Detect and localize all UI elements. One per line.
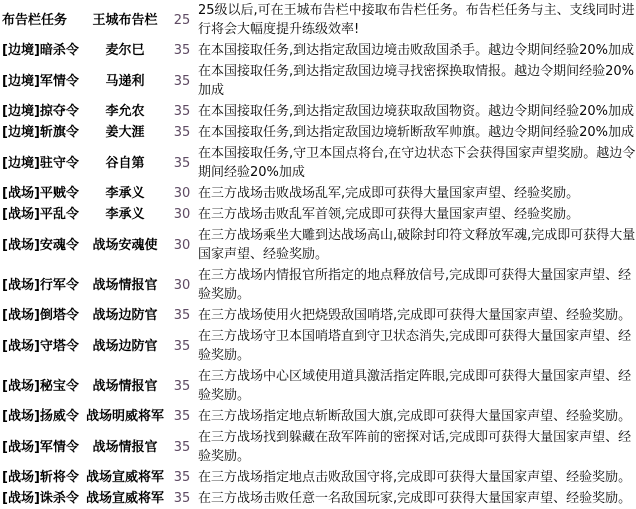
- table-row: [0, 40, 636, 61]
- quest-description-cell: 在三方战场击败乱军首领,完成即可获得大量国家声望、经验奖励。: [198, 207, 580, 222]
- quest-level-cell: 30: [173, 207, 191, 222]
- quest-name-cell: [战场]军情令: [2, 439, 79, 455]
- quest-description-cell: 在三方战场指定地点斩断敌国大旗,完成即可获得大量国家声望、经验奖励。: [198, 409, 632, 424]
- quest-level-cell: 35: [173, 338, 191, 354]
- quest-description-cell: 在三方战场找到躲藏在敌军阵前的密探对话,完成即可获得大量国家声望、经验奖励。: [198, 430, 632, 464]
- quest-level-cell: 30: [173, 277, 191, 293]
- quest-level-cell: 35: [173, 439, 191, 455]
- table-row: [0, 101, 636, 122]
- quest-name-cell: [战场]扬威令: [2, 409, 79, 424]
- npc-name-cell: 战场边防官: [92, 308, 158, 323]
- quest-description-cell: 在本国接取任务,到达指定敌国边境获取敌国物资。越边令期间经验20%加成: [198, 104, 635, 119]
- quest-description-cell: 在三方战场击败任意一名敌国玩家,完成即可获得大量国家声望、经验奖励。: [198, 491, 632, 506]
- npc-name-cell: 战场宣威将军: [85, 491, 164, 506]
- quest-name-cell: [战场]平贼令: [2, 186, 79, 201]
- table-row: [0, 0, 636, 40]
- npc-name-cell: 战场情报官: [92, 277, 158, 293]
- quest-description-cell: 在本国接取任务,到达指定敌国边境斩断敌军帅旗。越边令期间经验20%加成: [198, 125, 635, 140]
- quest-description-cell: 在三方战场指定地点击败敌国守将,完成即可获得大量国家声望、经验奖励。: [198, 470, 632, 485]
- quest-name-cell: [战场]安魂令: [2, 237, 79, 253]
- npc-name-cell: 谷自第: [105, 155, 145, 171]
- table-row: [0, 204, 636, 225]
- table-row: [0, 427, 636, 467]
- npc-name-cell: 战场边防官: [92, 338, 158, 354]
- quest-description-cell: 在三方战场乘坐大雕到达战场高山,破除封印符文释放军魂,完成即可获得大量国家声望、经验奖励。: [198, 228, 636, 262]
- quest-description-cell: 在三方战场内情报官所指定的地点释放信号,完成即可获得大量国家声望、经验奖励。: [198, 268, 632, 302]
- table-row: [0, 183, 636, 204]
- npc-name-cell: 战场安魂使: [92, 237, 158, 253]
- quest-name-cell: [战场]倒塔令: [2, 308, 79, 323]
- quest-name-cell: [边境]暗杀令: [2, 43, 79, 58]
- npc-name-cell: 麦尔巳: [105, 43, 145, 58]
- quest-level-cell: 35: [173, 308, 191, 323]
- table-row: [0, 265, 636, 305]
- quest-name-cell: [战场]平乱令: [2, 207, 79, 222]
- quest-name-cell: [边境]驻守令: [2, 155, 79, 171]
- table-row: [0, 406, 636, 427]
- npc-name-cell: 战场情报官: [92, 439, 158, 455]
- npc-name-cell: 马递利: [105, 73, 145, 89]
- quest-name-cell: [战场]守塔令: [2, 338, 79, 354]
- quest-description-cell: 25级以后,可在王城布告栏中接取布告栏任务。布告栏任务与主、支线同时进行将会大幅度提升练级效率!: [198, 3, 635, 37]
- quest-level-cell: 35: [173, 491, 191, 506]
- quest-description-cell: 在本国接取任务,到达指定敌国边境寻找密探换取情报。越边令期间经验20%加成: [198, 64, 635, 98]
- quest-name-cell: [战场]诛杀令: [2, 491, 79, 506]
- quest-name-cell: 布告栏任务: [2, 12, 68, 28]
- table-row: [0, 366, 636, 406]
- npc-name-cell: 李承义: [105, 186, 145, 201]
- npc-name-cell: 姜大涯: [105, 125, 145, 140]
- npc-name-cell: 李允农: [105, 104, 145, 119]
- quest-description-cell: 在本国接取任务,到达指定敌国边境击败敌国杀手。越边令期间经验20%加成: [198, 43, 635, 58]
- quest-description-cell: 在三方战场使用火把烧毁敌国哨塔,完成即可获得大量国家声望、经验奖励。: [198, 308, 632, 323]
- npc-name-cell: 李承义: [105, 207, 145, 222]
- npc-name-cell: 战场宣威将军: [85, 470, 164, 485]
- quest-description-cell: 在三方战场守卫本国哨塔直到守卫状态消失,完成即可获得大量国家声望、经验奖励。: [198, 329, 632, 363]
- quest-name-cell: [战场]斩将令: [2, 470, 79, 485]
- npc-name-cell: 战场情报官: [92, 378, 158, 394]
- npc-name-cell: 战场明威将军: [85, 409, 164, 424]
- quest-name-cell: [边境]军情令: [2, 73, 79, 89]
- quest-name-cell: [边境]掠夺令: [2, 104, 79, 119]
- quest-level-cell: 35: [173, 378, 191, 394]
- table-row: [0, 326, 636, 366]
- table-row: [0, 488, 636, 509]
- quest-level-cell: 35: [173, 409, 191, 424]
- quest-description-cell: 在三方战场击败战场乱军,完成即可获得大量国家声望、经验奖励。: [198, 186, 580, 201]
- table-row: [0, 305, 636, 326]
- quest-level-cell: 35: [173, 155, 191, 171]
- table-row: [0, 467, 636, 488]
- quest-name-cell: [战场]行军令: [2, 277, 79, 293]
- quest-level-cell: 35: [173, 43, 191, 58]
- quest-level-cell: 35: [173, 470, 191, 485]
- quest-level-cell: 30: [173, 186, 191, 201]
- quest-description-cell: 在本国接取任务,守卫本国点将台,在守边状态下会获得国家声望奖励。越边令期间经验20%加成: [198, 146, 636, 180]
- table-row: [0, 143, 636, 183]
- quest-level-cell: 30: [173, 237, 191, 253]
- quest-level-cell: 35: [173, 125, 191, 140]
- table-row: [0, 225, 636, 265]
- npc-name-cell: 王城布告栏: [92, 12, 158, 28]
- quest-level-cell: 25: [173, 12, 191, 28]
- table-row: [0, 122, 636, 143]
- table-row: [0, 61, 636, 101]
- quest-level-cell: 35: [173, 73, 191, 89]
- quest-name-cell: [战场]秘宝令: [2, 378, 79, 394]
- quest-description-cell: 在三方战场中心区域使用道具激活指定阵眼,完成即可获得大量国家声望、经验奖励。: [198, 369, 632, 403]
- quest-level-cell: 35: [173, 104, 191, 119]
- quest-name-cell: [边境]斩旗令: [2, 125, 79, 140]
